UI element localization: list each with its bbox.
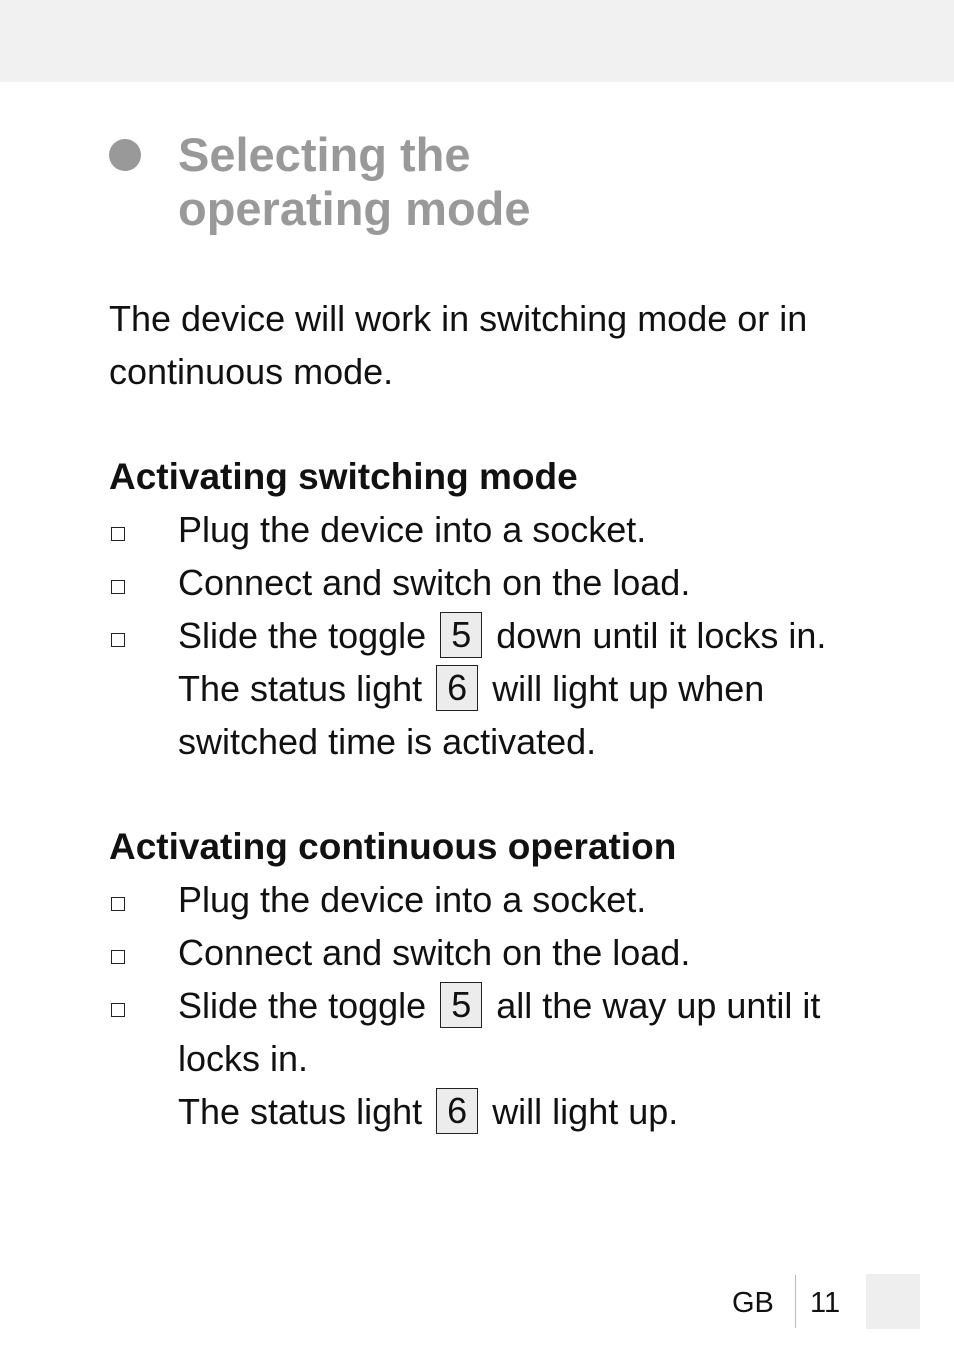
section-bullet-icon — [109, 139, 141, 171]
toggle-reference-badge: 5 — [440, 982, 482, 1028]
list-item — [109, 873, 869, 926]
step-text: all the way up until it locks in. — [178, 985, 821, 1079]
step-text: Connect and switch on the load. — [178, 932, 691, 973]
step-text: Slide the toggle — [178, 615, 427, 656]
step-text: Connect and switch on the load. — [178, 562, 691, 603]
checkbox-icon — [111, 633, 125, 647]
list-item — [109, 979, 869, 1138]
list-item — [109, 556, 869, 609]
status-light-reference-badge: 6 — [436, 665, 478, 711]
step-text: The status light — [178, 1091, 423, 1132]
switching-mode-heading: Activating switching mode — [109, 456, 578, 497]
step-text: will light up when switched time is activated. — [178, 668, 765, 762]
footer-language-code: GB — [732, 1287, 774, 1319]
checkbox-icon — [111, 527, 125, 541]
step-text: Plug the device into a socket. — [178, 879, 647, 920]
checkbox-icon — [111, 1003, 125, 1017]
list-item — [109, 503, 869, 556]
footer-page-number: 11 — [810, 1287, 841, 1319]
step-text: Plug the device into a socket. — [178, 509, 647, 550]
section-title — [178, 128, 531, 236]
section-title-line-2: operating mode — [178, 182, 531, 235]
toggle-reference-badge: 5 — [440, 612, 482, 658]
list-item — [109, 926, 869, 979]
step-text: The status light — [178, 668, 423, 709]
checkbox-icon — [111, 950, 125, 964]
step-text: down until it locks in. — [496, 615, 827, 656]
continuous-operation-steps — [109, 873, 869, 1138]
continuous-operation-heading: Activating continuous operation — [109, 826, 677, 867]
status-light-reference-badge: 6 — [436, 1088, 478, 1134]
step-text: will light up. — [492, 1091, 679, 1132]
footer-divider — [795, 1275, 796, 1328]
checkbox-icon — [111, 897, 125, 911]
header-band — [0, 0, 954, 82]
footer-page-tab — [866, 1274, 920, 1329]
switching-mode-steps — [109, 503, 869, 768]
step-text: Slide the toggle — [178, 985, 427, 1026]
intro-paragraph: The device will work in switching mode or in continuous mode. — [109, 298, 808, 392]
section-title-line-1: Selecting the — [178, 128, 471, 181]
list-item — [109, 609, 869, 768]
checkbox-icon — [111, 580, 125, 594]
